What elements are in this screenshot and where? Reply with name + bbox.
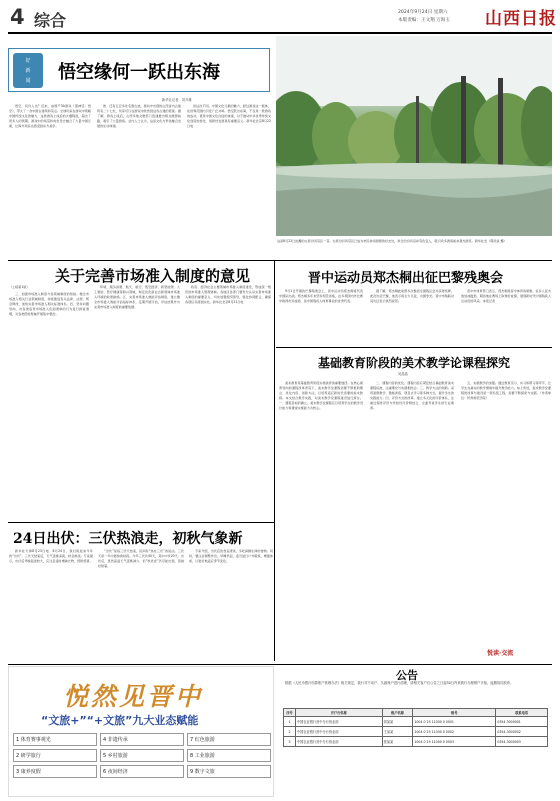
- solar-title: 24日出伏：三伏热浪走，初秋气象新: [13, 531, 243, 547]
- list-item: 5 乡村旅游: [100, 749, 184, 762]
- art-author: 吴晶晶: [398, 372, 408, 376]
- list-item: 7 红色旅游: [187, 733, 271, 746]
- feature-col1: 悟空，何许人也？近来，由国产3A游戏《黑神话：悟空》，带火了一众中国古建筑和景点。全球玩家在游戏中领略中国传统文化的魅力，这款游戏上线后的火爆程度，超出了很多人的预期。游戏中的场景和角色设计融合了大量中国元素，让海外玩家也感受到东方美学。: [9, 104, 91, 128]
- list-item: 8 工业旅游: [187, 749, 271, 762]
- header-editors: 本版责编：王文翔 万海玉: [398, 18, 450, 23]
- list-item: 6 夜间经济: [100, 765, 184, 778]
- rule-1: [8, 260, 552, 261]
- art-col1: 美术教育是基础教育阶段实施美育的重要途径。在核心素养导向的课程改革背景下，美术教学论课程需要不断更新理念、优化内容、创新方法，以培养适应新时代需要的美术教师。本文结合教学实践，对美术教学论课程建设进行探讨。一、课程目标的确立。美术教学论课程应以培养学生的教学设计能力和课堂实施能力为核心。: [279, 381, 363, 410]
- feature-byline: 新华社记者 刘开雄: [162, 98, 192, 102]
- art-title: 基础教育阶段的美术教学论课程探究: [318, 356, 511, 370]
- table-row: 2 中国农业银行晋中分行营业部 王某某 1004 0 25 11000 0 0002 0354-3000002: [284, 727, 548, 737]
- col-header: 账户名称: [382, 709, 413, 717]
- rule-olympic: [276, 347, 552, 348]
- market-col3: 政府、经济社会主要领域市场准入制度建设，形成统一规范的市场准入管理体制。各地区各部门要充分认识完善市场准入制度的重要意义，切实加强组织领导，强化协同配合，确保各项任务落到实处。新华社北京8月21日电: [185, 285, 271, 304]
- olympic-col2: 据了解，郑杰桐此前曾多次参加全国残运会并获得奖牌。此次出征巴黎，他表示将全力以赴，为国争光。晋中市残联对其出征表示热烈祝贺。: [370, 289, 454, 303]
- header-rule: [8, 32, 552, 34]
- olympic-col3: 晋中市体育部门表示，郑杰桐是晋中体育的骄傲。家乡人民为他加油鼓劲，期待他在赛场上取得好成绩，展现新时代中国残疾人运动员的风采。本报记者: [461, 289, 551, 303]
- news-tag: 好 新 闻: [13, 53, 43, 88]
- header-date: 2024年9月24日 星期六: [398, 10, 448, 15]
- market-title: 关于完善市场准入制度的意见: [55, 267, 251, 285]
- feature-col3: 但这次不同。中国文化元素的魅力，经过游戏这一载体，在世界范围内引发广泛共鸣。悟空跃出东海，不仅是一款游戏的成功，更是中国文化自信的体现，对于推动中华优秀传统文化创造性转化、创新性发展具有重要意义。新华社北京8月22日电: [187, 104, 271, 128]
- col-header: 序号: [284, 709, 296, 717]
- solar-col1: 新华社天津8月23日电 8月24日，我们将迎来今年的“出伏”。三伏天结束后，天气逐渐凉爽，秋意渐浓。专家提示，出伏后早晚温差较大，应注意适时增减衣物，预防感冒。: [9, 549, 93, 563]
- list-item: 2 研学旅行: [13, 749, 97, 762]
- solar-col3: 专家介绍，出伏后饮食宜清淡，多吃润肺生津的食物。同时，要注意调整作息，早睡早起，适当进行户外锻炼，增强体质，以更好地适应季节变化。: [189, 549, 273, 563]
- masthead-logo: 山西日报: [485, 9, 557, 29]
- table-row: 3 中国农业银行晋中分行营业部 张某某 1004 0 25 11000 0 0003 0354-3000003: [284, 737, 548, 747]
- art-col2: 二、课程内容的优化。课程内容应紧密结合基础教育美术课程标准，注重理论与实践相结合。三、教学方法的创新。采用案例教学、微格训练、项目式学习等多种方式，提升学生的实践能力。四、评价方式的改革。建立多元化的评价体系，注重过程性评价与终结性评价相结合，全面考查学生的专业素养。: [370, 381, 454, 410]
- reading-logo: 悦读·交流: [487, 650, 514, 657]
- park-photo: [276, 36, 552, 236]
- notice-table: [283, 708, 548, 747]
- olympic-col1: 9月1日开幕的巴黎残奥会上，晋中运动员郑杰桐将代表中国队出战。郑杰桐多年来坚持刻苦训练，在多项国内外比赛中取得优异成绩，是中国残疾人体育事业的优秀代表。: [279, 289, 363, 303]
- culture-list: [13, 733, 271, 778]
- col-header: 账号: [413, 709, 496, 717]
- rule-3: [8, 664, 552, 665]
- col-header: 联系电话: [496, 709, 548, 717]
- culture-ad: [8, 666, 274, 797]
- rule-2: [8, 522, 274, 523]
- section-title: 综合: [34, 11, 67, 30]
- art-col3: 五、实践教学的加强。通过教育见习、实习和研习等环节，让学生在真实的教学情境中提升教学能力。综上所述，美术教学论课程的改革与建设是一项系统工程，需要不断探索与实践。（作者单位：忻州师范学院）: [461, 381, 551, 400]
- notice-body: 根据《人民币银行结算账户管理办法》相关规定，我行对不动户、久悬账户进行清理，请相关客户自公告之日起30日内来我行办理销户手续，逾期视同放弃。: [285, 681, 514, 685]
- market-col1: 三、加强市场准入制度与各领域制度的衔接。健全市场准入相关行业领域制度，持续推进有关法律、法规、规章修改，加快完善市场准入相关标准体系。四、坚持问题导向，对各类违背市场准入负面清单的行为进行排查清理，对各类隐性壁垒开展集中整治。: [9, 292, 89, 316]
- olympic-title: 晋中运动员郑杰桐出征巴黎残奥会: [308, 271, 504, 286]
- culture-banner-subtitle: “文旅+”“+文旅”九大业态赋能: [41, 714, 199, 727]
- feature-col2: 像、还有五百多处名胜古迹，游戏中出现的山西省内古建筑有二十七处，玩家可以在游戏中欣赏到这些古建的原貌。据了解，游戏上线后，山西多地文旅部门迅速推出相关旅游线路，吸引了大量游客。业内人士认为，这是文化与科技融合发展的生动体现。: [97, 104, 181, 128]
- feature-title: 悟空缘何一跃出东海: [58, 62, 220, 83]
- list-item: 3 康养度假: [13, 765, 97, 778]
- photo-caption: 这是8月22日拍摄的太原汾河景区一景。太原汾河风景区已成为市民休闲游憩的好去处，秋日的汾河沿岸景色宜人，吸引众多游客前来观光游览。新华社发（郭武斌 摄）: [277, 239, 507, 243]
- market-subhead: （上接第1版）: [9, 285, 30, 289]
- page-number: 4: [10, 5, 25, 29]
- list-item: 1 体育赛事观光: [13, 733, 97, 746]
- notice-title: 公告: [396, 669, 418, 682]
- col-header: 开户行名称: [296, 709, 383, 717]
- list-item: 9 数字文旅: [187, 765, 271, 778]
- list-item: 4 非遗传承: [100, 733, 184, 746]
- culture-banner-title: 悦然见晋中: [63, 682, 204, 711]
- rule-mid-vertical: [274, 261, 275, 661]
- solar-col2: “出伏”是指三伏天结束，民间有“热在三伏”的说法。三伏天是一年中最热的时段。今年三伏共40天，其中中伏20天。出伏后，虽然高温天气逐渐减少，但“秋老虎”仍可能出现，需做好防暑。: [98, 549, 184, 568]
- table-row: 1 中国农业银行晋中分行营业部 刘某某 1004 0 25 11000 0 0001 0354-3000001: [284, 717, 548, 727]
- market-col2: 环境、服务消费、航天、航空、低空经济、新型能源、人工智能、医疗健康等新兴领域，制定优化新业态新领域市场准入环境的政策措施。五、完善市场准入效能评估制度，建立健全市场准入效能评估指标体系，定期开展评估，评估结果作为完善市场准入制度的重要依据。: [94, 285, 180, 309]
